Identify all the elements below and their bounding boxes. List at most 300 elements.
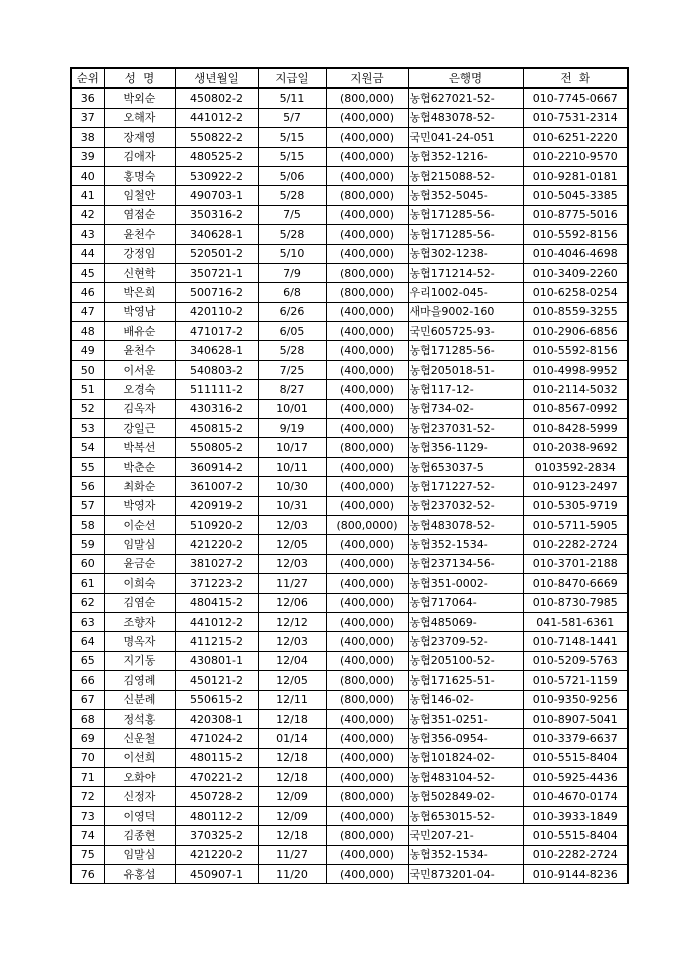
cell-birth: 471017-2 <box>175 322 258 341</box>
cell-amount: (400,000) <box>326 205 408 224</box>
header-name: 성 명 <box>104 68 175 88</box>
cell-name: 김종현 <box>104 826 175 845</box>
cell-paydate: 12/18 <box>258 748 326 767</box>
cell-rank: 76 <box>71 865 104 884</box>
cell-phone: 010-8730-7985 <box>523 593 628 612</box>
cell-amount: (800,000) <box>326 263 408 282</box>
cell-phone: 010-8428-5999 <box>523 419 628 438</box>
cell-bank: 농협627021-52- <box>408 88 523 108</box>
cell-phone: 010-2038-9692 <box>523 438 628 457</box>
cell-bank: 농협483078-52- <box>408 108 523 127</box>
cell-bank: 농협237031-52- <box>408 419 523 438</box>
cell-name: 유홍섭 <box>104 865 175 884</box>
cell-name: 윤천수 <box>104 341 175 360</box>
cell-birth: 370325-2 <box>175 826 258 845</box>
cell-name: 임철안 <box>104 186 175 205</box>
cell-rank: 59 <box>71 535 104 554</box>
cell-bank: 농협734-02- <box>408 399 523 418</box>
table-row <box>71 438 628 457</box>
table-row <box>71 88 628 108</box>
table-row <box>71 787 628 806</box>
cell-amount: (400,000) <box>326 632 408 651</box>
cell-name: 신운철 <box>104 729 175 748</box>
table-row <box>71 477 628 496</box>
cell-amount: (800,000) <box>326 826 408 845</box>
cell-name: 윤금순 <box>104 554 175 573</box>
header-amount: 지원금 <box>326 68 408 88</box>
cell-phone: 010-2282-2724 <box>523 845 628 864</box>
table-row <box>71 632 628 651</box>
cell-bank: 농협502849-02- <box>408 787 523 806</box>
cell-rank: 53 <box>71 419 104 438</box>
cell-amount: (400,000) <box>326 477 408 496</box>
cell-paydate: 12/03 <box>258 515 326 534</box>
cell-paydate: 7/5 <box>258 205 326 224</box>
cell-birth: 441012-2 <box>175 108 258 127</box>
cell-paydate: 11/20 <box>258 865 326 884</box>
cell-birth: 480112-2 <box>175 806 258 825</box>
cell-paydate: 6/8 <box>258 283 326 302</box>
cell-birth: 511111-2 <box>175 380 258 399</box>
cell-paydate: 01/14 <box>258 729 326 748</box>
cell-birth: 520501-2 <box>175 244 258 263</box>
cell-phone: 010-7745-0667 <box>523 88 628 108</box>
cell-name: 명옥자 <box>104 632 175 651</box>
cell-bank: 새마을9002-160 <box>408 302 523 321</box>
cell-birth: 360914-2 <box>175 457 258 476</box>
cell-bank: 농협205100-52- <box>408 651 523 670</box>
cell-amount: (800,000) <box>326 671 408 690</box>
cell-rank: 49 <box>71 341 104 360</box>
table-row <box>71 612 628 631</box>
table-row <box>71 186 628 205</box>
cell-name: 이희숙 <box>104 574 175 593</box>
cell-rank: 37 <box>71 108 104 127</box>
table-row <box>71 593 628 612</box>
cell-phone: 010-9144-8236 <box>523 865 628 884</box>
cell-rank: 72 <box>71 787 104 806</box>
cell-phone: 010-5045-3385 <box>523 186 628 205</box>
cell-paydate: 10/11 <box>258 457 326 476</box>
cell-phone: 010-4670-0174 <box>523 787 628 806</box>
table-row <box>71 322 628 341</box>
cell-name: 신분례 <box>104 690 175 709</box>
cell-phone: 010-5721-1159 <box>523 671 628 690</box>
cell-birth: 441012-2 <box>175 612 258 631</box>
cell-phone: 010-3933-1849 <box>523 806 628 825</box>
cell-rank: 71 <box>71 768 104 787</box>
cell-name: 배유순 <box>104 322 175 341</box>
cell-name: 임말심 <box>104 845 175 864</box>
cell-phone: 010-8775-5016 <box>523 205 628 224</box>
cell-name: 정석홍 <box>104 709 175 728</box>
cell-paydate: 7/25 <box>258 360 326 379</box>
cell-birth: 450121-2 <box>175 671 258 690</box>
cell-amount: (400,000) <box>326 302 408 321</box>
cell-birth: 381027-2 <box>175 554 258 573</box>
cell-bank: 농협117-12- <box>408 380 523 399</box>
cell-bank: 농협351-0251- <box>408 709 523 728</box>
cell-phone: 010-2282-2724 <box>523 535 628 554</box>
cell-name: 오화야 <box>104 768 175 787</box>
cell-amount: (400,000) <box>326 612 408 631</box>
cell-phone: 010-7531-2314 <box>523 108 628 127</box>
cell-rank: 64 <box>71 632 104 651</box>
cell-phone: 010-8559-3255 <box>523 302 628 321</box>
cell-paydate: 5/11 <box>258 88 326 108</box>
cell-rank: 60 <box>71 554 104 573</box>
table-row <box>71 360 628 379</box>
cell-name: 최화순 <box>104 477 175 496</box>
cell-amount: (400,000) <box>326 806 408 825</box>
table-row <box>71 302 628 321</box>
cell-paydate: 11/27 <box>258 845 326 864</box>
table-row <box>71 399 628 418</box>
cell-bank: 농협302-1238- <box>408 244 523 263</box>
cell-name: 장재영 <box>104 128 175 147</box>
cell-phone: 010-3379-6637 <box>523 729 628 748</box>
cell-phone: 010-9123-2497 <box>523 477 628 496</box>
cell-birth: 350316-2 <box>175 205 258 224</box>
cell-amount: (400,000) <box>326 147 408 166</box>
cell-amount: (800,000) <box>326 787 408 806</box>
cell-paydate: 6/26 <box>258 302 326 321</box>
cell-name: 박춘순 <box>104 457 175 476</box>
cell-phone: 010-4046-4698 <box>523 244 628 263</box>
cell-name: 박외순 <box>104 88 175 108</box>
table-row <box>71 419 628 438</box>
table-row <box>71 690 628 709</box>
cell-paydate: 12/09 <box>258 787 326 806</box>
cell-bank: 농협483078-52- <box>408 515 523 534</box>
cell-amount: (400,000) <box>326 244 408 263</box>
cell-paydate: 12/18 <box>258 709 326 728</box>
table-row <box>71 671 628 690</box>
cell-amount: (400,000) <box>326 554 408 573</box>
cell-phone: 010-3701-2188 <box>523 554 628 573</box>
cell-name: 박복선 <box>104 438 175 457</box>
cell-bank: 농협352-1534- <box>408 535 523 554</box>
cell-name: 김염순 <box>104 593 175 612</box>
cell-name: 홍명숙 <box>104 166 175 185</box>
cell-bank: 농협171227-52- <box>408 477 523 496</box>
cell-name: 이순선 <box>104 515 175 534</box>
cell-bank: 농협237032-52- <box>408 496 523 515</box>
cell-paydate: 12/12 <box>258 612 326 631</box>
cell-amount: (400,000) <box>326 709 408 728</box>
table-row <box>71 341 628 360</box>
cell-birth: 450907-1 <box>175 865 258 884</box>
cell-paydate: 5/15 <box>258 147 326 166</box>
cell-name: 오해자 <box>104 108 175 127</box>
cell-phone: 010-8470-6669 <box>523 574 628 593</box>
cell-rank: 65 <box>71 651 104 670</box>
cell-bank: 농협351-0002- <box>408 574 523 593</box>
cell-amount: (400,000) <box>326 399 408 418</box>
cell-paydate: 12/11 <box>258 690 326 709</box>
cell-phone: 010-5515-8404 <box>523 826 628 845</box>
table-row <box>71 205 628 224</box>
table-row <box>71 108 628 127</box>
cell-rank: 58 <box>71 515 104 534</box>
cell-birth: 361007-2 <box>175 477 258 496</box>
cell-name: 박영남 <box>104 302 175 321</box>
cell-name: 박영자 <box>104 496 175 515</box>
cell-bank: 농협653015-52- <box>408 806 523 825</box>
table-row <box>71 496 628 515</box>
cell-birth: 350721-1 <box>175 263 258 282</box>
cell-birth: 411215-2 <box>175 632 258 651</box>
table-row <box>71 515 628 534</box>
cell-birth: 450728-2 <box>175 787 258 806</box>
cell-paydate: 7/9 <box>258 263 326 282</box>
table-row <box>71 225 628 244</box>
cell-paydate: 8/27 <box>258 380 326 399</box>
cell-birth: 421220-2 <box>175 845 258 864</box>
cell-paydate: 12/06 <box>258 593 326 612</box>
table-row <box>71 263 628 282</box>
cell-birth: 530922-2 <box>175 166 258 185</box>
cell-paydate: 5/28 <box>258 186 326 205</box>
header-rank: 순위 <box>71 68 104 88</box>
cell-bank: 농협352-1534- <box>408 845 523 864</box>
cell-rank: 74 <box>71 826 104 845</box>
cell-paydate: 10/01 <box>258 399 326 418</box>
cell-bank: 농협171214-52- <box>408 263 523 282</box>
cell-birth: 540803-2 <box>175 360 258 379</box>
cell-rank: 36 <box>71 88 104 108</box>
cell-birth: 480115-2 <box>175 748 258 767</box>
cell-name: 조향자 <box>104 612 175 631</box>
cell-amount: (400,000) <box>326 322 408 341</box>
cell-amount: (400,000) <box>326 593 408 612</box>
cell-bank: 농협653037-5 <box>408 457 523 476</box>
cell-birth: 470221-2 <box>175 768 258 787</box>
cell-name: 강일근 <box>104 419 175 438</box>
cell-birth: 340628-1 <box>175 341 258 360</box>
cell-bank: 농협717064- <box>408 593 523 612</box>
cell-rank: 66 <box>71 671 104 690</box>
cell-name: 오경숙 <box>104 380 175 399</box>
cell-rank: 67 <box>71 690 104 709</box>
cell-birth: 371223-2 <box>175 574 258 593</box>
cell-phone: 010-9281-0181 <box>523 166 628 185</box>
cell-bank: 국민207-21- <box>408 826 523 845</box>
cell-paydate: 12/04 <box>258 651 326 670</box>
cell-phone: 0103592-2834 <box>523 457 628 476</box>
cell-phone: 010-2210-9570 <box>523 147 628 166</box>
cell-paydate: 5/15 <box>258 128 326 147</box>
table-row <box>71 166 628 185</box>
cell-bank: 농협352-1216- <box>408 147 523 166</box>
cell-rank: 38 <box>71 128 104 147</box>
cell-name: 신정자 <box>104 787 175 806</box>
cell-bank: 농협483104-52- <box>408 768 523 787</box>
cell-amount: (400,000) <box>326 419 408 438</box>
cell-rank: 73 <box>71 806 104 825</box>
cell-birth: 421220-2 <box>175 535 258 554</box>
cell-amount: (400,000) <box>326 574 408 593</box>
cell-name: 박은희 <box>104 283 175 302</box>
cell-name: 염점순 <box>104 205 175 224</box>
cell-amount: (400,000) <box>326 651 408 670</box>
cell-rank: 48 <box>71 322 104 341</box>
cell-amount: (400,000) <box>326 768 408 787</box>
cell-phone: 010-8567-0992 <box>523 399 628 418</box>
cell-paydate: 6/05 <box>258 322 326 341</box>
cell-paydate: 5/28 <box>258 341 326 360</box>
cell-amount: (400,000) <box>326 457 408 476</box>
cell-bank: 농협352-5045- <box>408 186 523 205</box>
cell-amount: (800,0000) <box>326 515 408 534</box>
cell-birth: 420308-1 <box>175 709 258 728</box>
table-row <box>71 147 628 166</box>
cell-bank: 농협171625-51- <box>408 671 523 690</box>
header-phone: 전 화 <box>523 68 628 88</box>
table-row <box>71 826 628 845</box>
cell-rank: 47 <box>71 302 104 321</box>
cell-bank: 농협23709-52- <box>408 632 523 651</box>
table-row <box>71 865 628 884</box>
cell-amount: (400,000) <box>326 380 408 399</box>
cell-rank: 39 <box>71 147 104 166</box>
cell-paydate: 10/30 <box>258 477 326 496</box>
cell-phone: 010-2906-6856 <box>523 322 628 341</box>
cell-rank: 75 <box>71 845 104 864</box>
cell-bank: 농협485069- <box>408 612 523 631</box>
cell-bank: 농협146-02- <box>408 690 523 709</box>
cell-bank: 국민041-24-051 <box>408 128 523 147</box>
cell-name: 이영덕 <box>104 806 175 825</box>
cell-birth: 550615-2 <box>175 690 258 709</box>
cell-phone: 010-6251-2220 <box>523 128 628 147</box>
cell-bank: 농협171285-56- <box>408 205 523 224</box>
cell-phone: 010-5305-9719 <box>523 496 628 515</box>
cell-birth: 430316-2 <box>175 399 258 418</box>
cell-amount: (800,000) <box>326 438 408 457</box>
cell-rank: 55 <box>71 457 104 476</box>
cell-amount: (800,000) <box>326 186 408 205</box>
cell-paydate: 9/19 <box>258 419 326 438</box>
cell-rank: 42 <box>71 205 104 224</box>
cell-amount: (400,000) <box>326 865 408 884</box>
cell-amount: (400,000) <box>326 360 408 379</box>
cell-rank: 70 <box>71 748 104 767</box>
cell-name: 김애자 <box>104 147 175 166</box>
table-row <box>71 709 628 728</box>
cell-paydate: 12/05 <box>258 671 326 690</box>
cell-amount: (400,000) <box>326 535 408 554</box>
cell-amount: (800,000) <box>326 283 408 302</box>
cell-phone: 010-5711-5905 <box>523 515 628 534</box>
cell-rank: 44 <box>71 244 104 263</box>
cell-paydate: 5/06 <box>258 166 326 185</box>
cell-birth: 500716-2 <box>175 283 258 302</box>
cell-rank: 57 <box>71 496 104 515</box>
cell-amount: (400,000) <box>326 108 408 127</box>
cell-paydate: 5/10 <box>258 244 326 263</box>
cell-amount: (800,000) <box>326 88 408 108</box>
cell-phone: 010-5925-4436 <box>523 768 628 787</box>
cell-paydate: 12/03 <box>258 554 326 573</box>
cell-phone: 010-5515-8404 <box>523 748 628 767</box>
table-row <box>71 457 628 476</box>
table-row <box>71 535 628 554</box>
cell-bank: 농협171285-56- <box>408 341 523 360</box>
cell-amount: (400,000) <box>326 341 408 360</box>
cell-paydate: 10/17 <box>258 438 326 457</box>
cell-phone: 010-3409-2260 <box>523 263 628 282</box>
cell-rank: 46 <box>71 283 104 302</box>
cell-paydate: 12/05 <box>258 535 326 554</box>
cell-rank: 56 <box>71 477 104 496</box>
cell-bank: 농협171285-56- <box>408 225 523 244</box>
cell-amount: (800,000) <box>326 690 408 709</box>
cell-rank: 69 <box>71 729 104 748</box>
cell-bank: 농협215088-52- <box>408 166 523 185</box>
cell-bank: 농협237134-56- <box>408 554 523 573</box>
cell-birth: 510920-2 <box>175 515 258 534</box>
cell-birth: 430801-1 <box>175 651 258 670</box>
cell-amount: (400,000) <box>326 225 408 244</box>
cell-name: 윤천수 <box>104 225 175 244</box>
table-row <box>71 651 628 670</box>
table-row <box>71 768 628 787</box>
cell-rank: 40 <box>71 166 104 185</box>
cell-paydate: 12/03 <box>258 632 326 651</box>
cell-name: 지기동 <box>104 651 175 670</box>
cell-rank: 50 <box>71 360 104 379</box>
cell-amount: (400,000) <box>326 166 408 185</box>
cell-bank: 농협356-1129- <box>408 438 523 457</box>
cell-birth: 550822-2 <box>175 128 258 147</box>
cell-paydate: 5/7 <box>258 108 326 127</box>
cell-birth: 480525-2 <box>175 147 258 166</box>
cell-phone: 010-8907-5041 <box>523 709 628 728</box>
cell-rank: 45 <box>71 263 104 282</box>
cell-paydate: 10/31 <box>258 496 326 515</box>
cell-rank: 51 <box>71 380 104 399</box>
cell-name: 강정임 <box>104 244 175 263</box>
cell-bank: 국민873201-04- <box>408 865 523 884</box>
cell-amount: (400,000) <box>326 845 408 864</box>
cell-name: 임말심 <box>104 535 175 554</box>
cell-paydate: 12/18 <box>258 826 326 845</box>
cell-birth: 450802-2 <box>175 88 258 108</box>
table-row <box>71 244 628 263</box>
cell-birth: 490703-1 <box>175 186 258 205</box>
cell-phone: 010-4998-9952 <box>523 360 628 379</box>
cell-birth: 480415-2 <box>175 593 258 612</box>
cell-amount: (400,000) <box>326 729 408 748</box>
cell-amount: (400,000) <box>326 128 408 147</box>
cell-phone: 010-5209-5763 <box>523 651 628 670</box>
cell-bank: 농협356-0954- <box>408 729 523 748</box>
cell-birth: 550805-2 <box>175 438 258 457</box>
table-row <box>71 574 628 593</box>
support-payment-table <box>70 67 629 884</box>
header-birth: 생년월일 <box>175 68 258 88</box>
table-row <box>71 380 628 399</box>
table-row <box>71 806 628 825</box>
cell-name: 신현학 <box>104 263 175 282</box>
header-row <box>71 68 628 88</box>
cell-birth: 340628-1 <box>175 225 258 244</box>
cell-rank: 54 <box>71 438 104 457</box>
table-body <box>71 88 628 884</box>
cell-name: 김옥자 <box>104 399 175 418</box>
cell-rank: 68 <box>71 709 104 728</box>
